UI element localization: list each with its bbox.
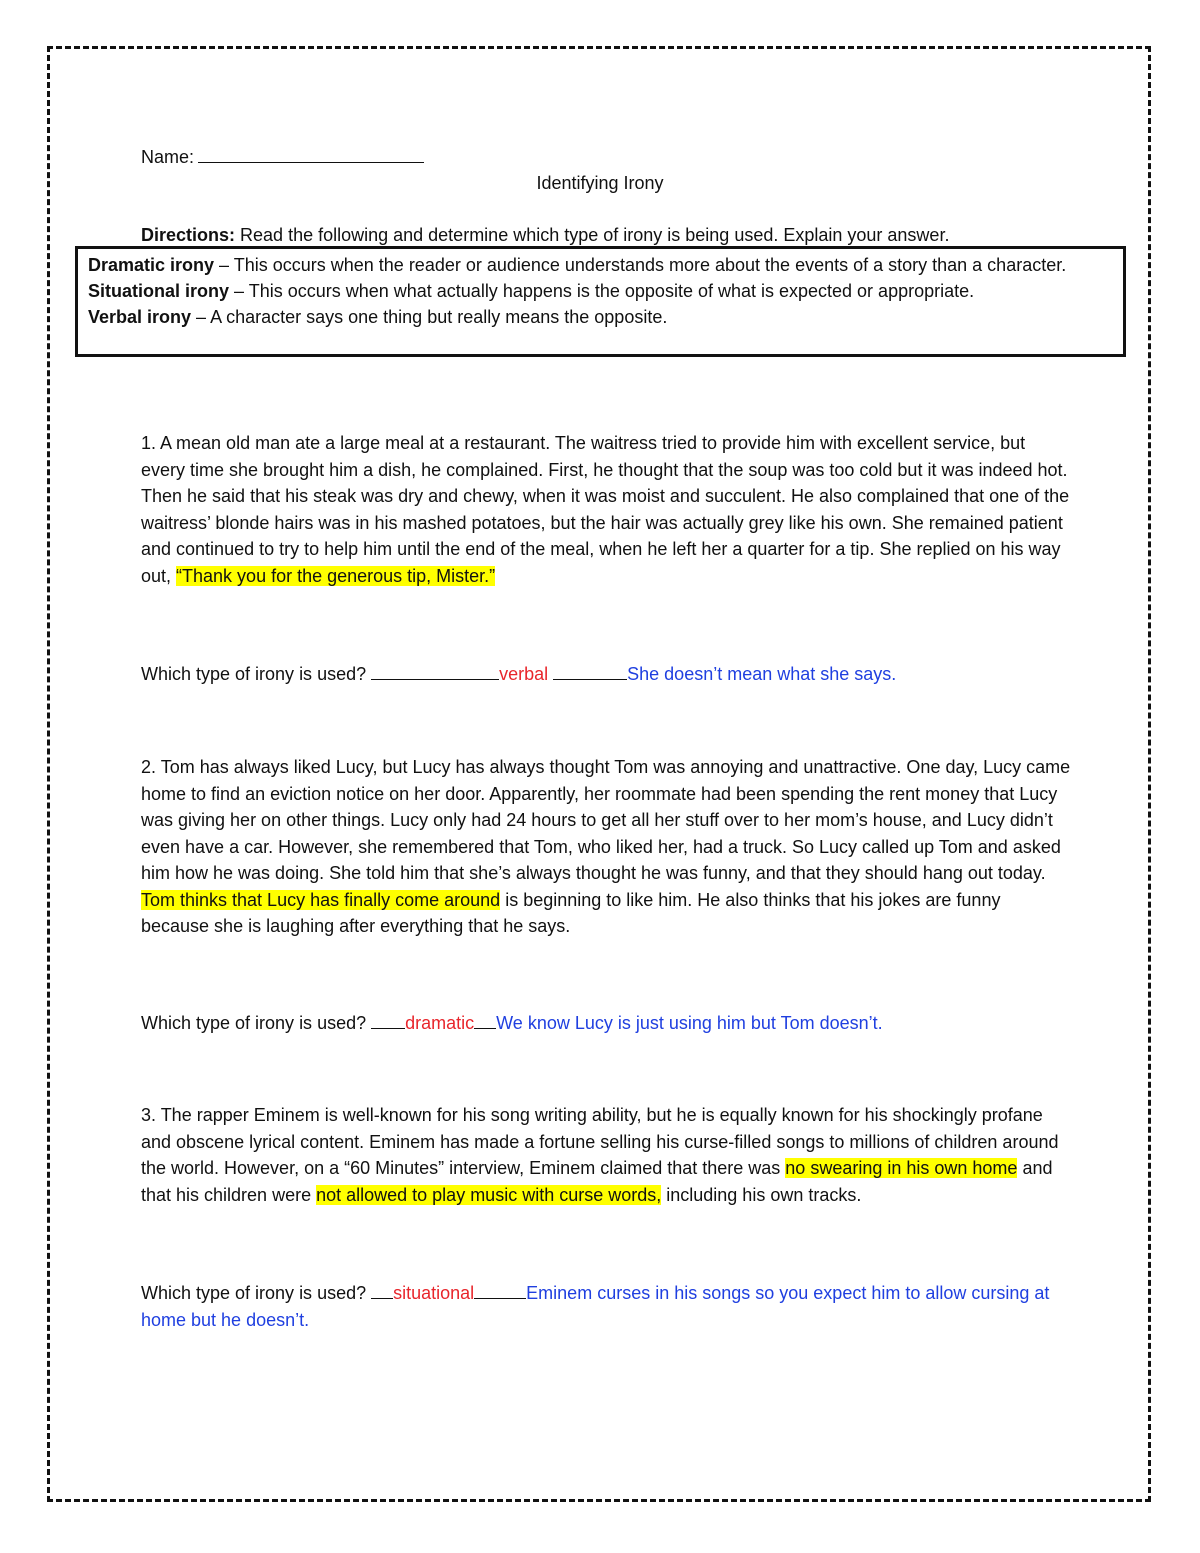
answer-blank[interactable] [553,663,627,680]
answer-blank[interactable] [371,1012,405,1029]
question-1-answer-line [141,661,1071,688]
definitions-box [75,246,1126,357]
highlighted-text: not allowed to play music with curse words, [316,1184,662,1205]
definition-text: – A character says one thing but really means the opposite. [191,307,668,327]
passage-text: 1. A mean old man ate a large meal at a restaurant. The waitress tried to provide him with excellent service, but every time she brought him a dish, he complained. First, he thought that the soup was too cold but it was indeed hot. Then he said that his steak was dry and chewy, when it was moist and succulent. He also complained that one of the waitress’ blonde hairs was in his mashed potatoes, but the hair was actually grey like his own. She remained patient and continued to try to help him until the end of the meal, when he left her a quarter for a tip. She replied on his way out, [141,433,1070,586]
passage-text: is beginning to like him. He also thinks that his jokes are funny because she is laughing after everything that he says. [141,889,1001,936]
question-3-passage [141,1102,1071,1208]
definition-situational [88,278,1113,304]
definition-term: Verbal irony [88,307,192,327]
question-2-passage [141,754,1071,940]
definition-verbal [88,304,1113,330]
answer-irony-type: situational [393,1283,475,1303]
passage-text: including his own tracks. [661,1184,862,1205]
highlighted-text: Tom thinks that Lucy has finally come around [141,889,501,910]
page-title: Identifying Irony [536,173,664,193]
answer-blank[interactable] [474,1012,496,1029]
directions-text: Read the following and determine which type of irony is being used. Explain your answer. [235,225,950,245]
answer-explanation: She doesn’t mean what she says. [627,664,897,684]
name-field [141,144,424,171]
definition-text: – This occurs when what actually happens is the opposite of what is expected or appropriate. [229,281,975,301]
answer-explanation: We know Lucy is just using him but Tom doesn’t. [496,1013,883,1033]
directions-label: Directions: [141,225,236,245]
question-2-answer-line [141,1010,1071,1037]
highlighted-text: no swearing in his own home [785,1158,1018,1178]
answer-blank[interactable] [474,1282,526,1299]
passage-text: and that his children were [141,1158,1053,1205]
question-prompt: Which type of irony is used? [141,1283,372,1303]
answer-explanation: Eminem curses in his songs so you expect him to allow cursing at home but he doesn’t. [141,1283,1050,1330]
answer-irony-type: dramatic [405,1013,475,1033]
answer-blank[interactable] [371,1282,393,1299]
name-blank-line[interactable] [198,144,424,163]
definition-term: Situational irony [88,281,230,301]
answer-blank[interactable] [371,663,499,680]
name-label: Name: [141,147,195,167]
question-prompt: Which type of irony is used? [141,664,372,684]
definition-term: Dramatic irony [88,255,215,275]
definition-dramatic [88,252,1113,278]
directions [141,222,949,249]
passage-text: 2. Tom has always liked Lucy, but Lucy has always thought Tom was annoying and unattractive. One day, Lucy came home to find an eviction notice on her door. Apparently, her roommate had been spending the rent money that Lucy was giving her on other things. Lucy only had 24 hours to get all her stuff over to her mom’s house, and Lucy didn’t even have a car. However, she remembered that Tom, who liked her, had a truck. So Lucy called up Tom and asked him how he was doing. She told him that she’s always thought he was funny, and that they should hang out today. [141,757,1071,883]
highlighted-text: “Thank you for the generous tip, Mister.” [176,565,496,586]
definition-text: – This occurs when the reader or audience understands more about the events of a story than a character. [214,255,1067,275]
passage-text: 3. The rapper Eminem is well-known for his song writing ability, but he is equally known for his shockingly profane and obscene lyrical content. Eminem has made a fortune selling his curse-filled songs to millions of children around the world. However, on a “60 Minutes” interview, Eminem claimed that there was [141,1105,1059,1178]
question-3-answer-line [141,1280,1071,1333]
question-1-passage [141,430,1071,589]
answer-irony-type: verbal [499,664,554,684]
question-prompt: Which type of irony is used? [141,1013,372,1033]
